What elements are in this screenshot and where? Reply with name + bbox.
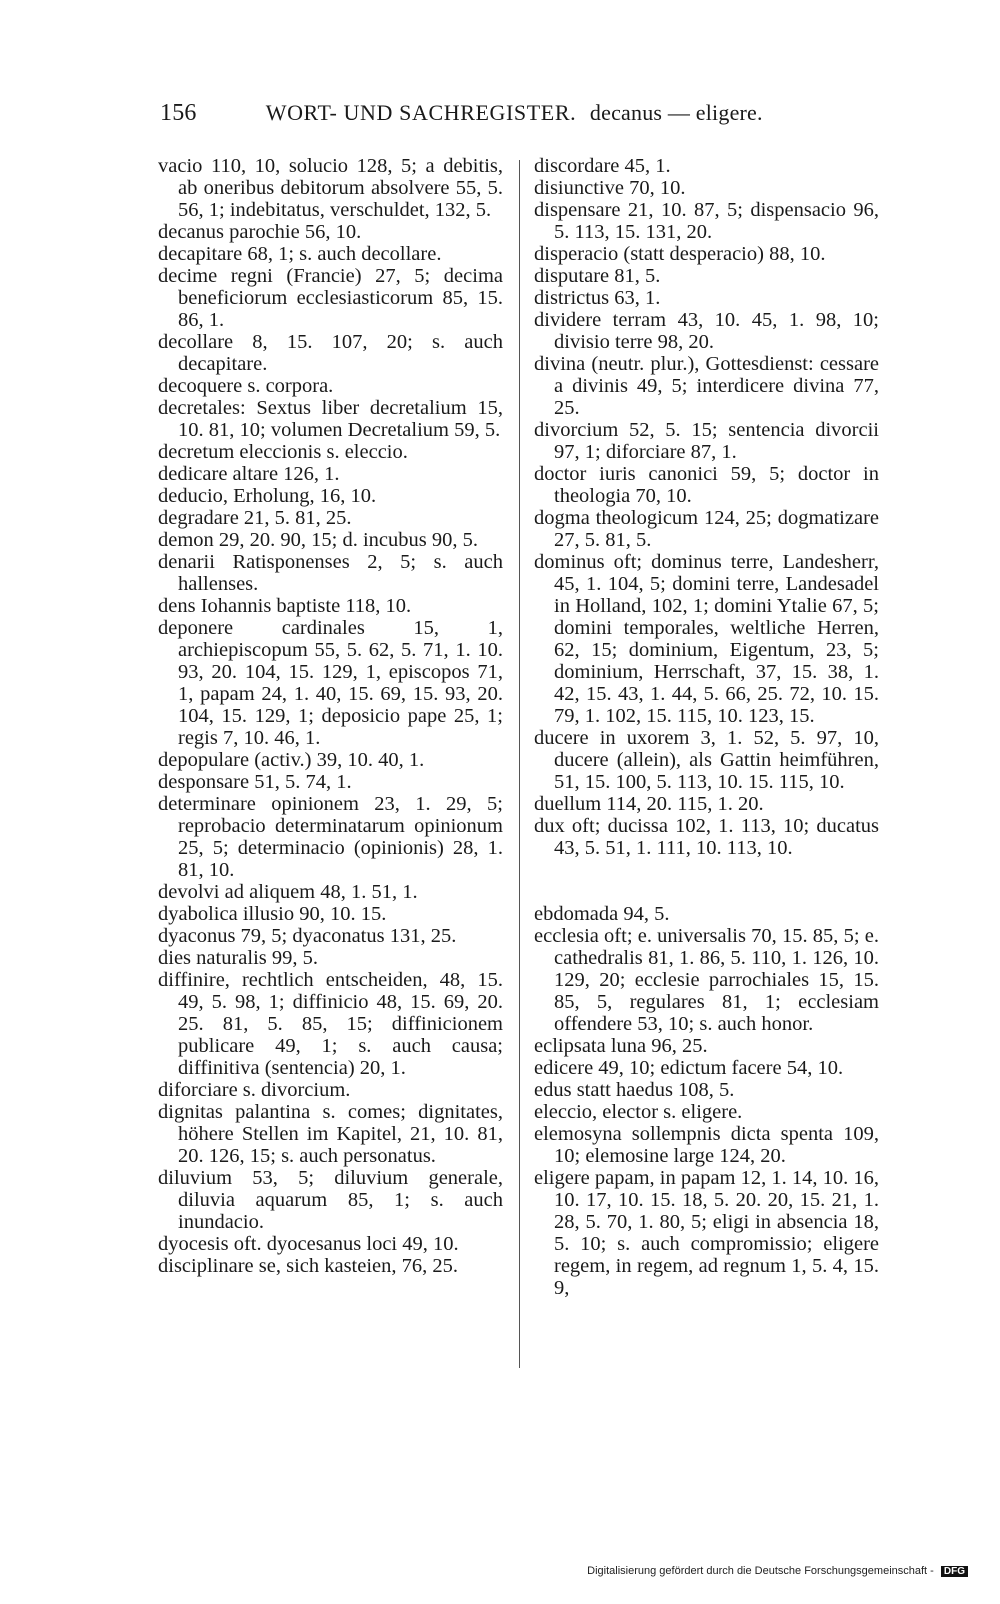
- page-number: 156: [160, 100, 197, 126]
- index-entry: disperacio (statt desperacio) 88, 10.: [534, 243, 826, 265]
- right-column: [534, 155, 879, 1299]
- index-entry: eclipsata luna 96, 25.: [534, 1035, 708, 1057]
- index-entry: determinare opinionem 23, 1. 29, 5; reprobacio determinatarum opinionum 25, 5; determinacio (opinionis) 28, 1. 81, 10.: [158, 793, 503, 881]
- index-entry: decretales: Sextus liber decretalium 15, 10. 81, 10; volumen Decretalium 59, 5.: [158, 397, 503, 441]
- index-entry: divorcium 52, 5. 15; sentencia divorcii 97, 1; diforciare 87, 1.: [534, 419, 879, 463]
- index-entry: denarii Ratisponenses 2, 5; s. auch hallenses.: [158, 551, 503, 595]
- index-entry: diluvium 53, 5; diluvium generale, diluvia aquarum 85, 1; s. auch inundacio.: [158, 1167, 503, 1233]
- index-entry: decapitare 68, 1; s. auch decollare.: [158, 243, 442, 265]
- index-entry: devolvi ad aliquem 48, 1. 51, 1.: [158, 881, 418, 903]
- index-entry: edicere 49, 10; edictum facere 54, 10.: [534, 1057, 844, 1079]
- index-entry: ducere in uxorem 3, 1. 52, 5. 97, 10, ducere (allein), als Gattin heimführen, 51, 15. 100, 5. 113, 10. 15. 115, 10.: [534, 727, 879, 793]
- index-entry: desponsare 51, 5. 74, 1.: [158, 771, 352, 793]
- index-entry: deducio, Erholung, 16, 10.: [158, 485, 377, 507]
- index-entry: doctor iuris canonici 59, 5; doctor in theologia 70, 10.: [534, 463, 879, 507]
- index-entry: decretum eleccionis s. eleccio.: [158, 441, 408, 463]
- index-entry: districtus 63, 1.: [534, 287, 661, 309]
- left-column: [158, 155, 503, 1277]
- index-entry: diforciare s. divorcium.: [158, 1079, 351, 1101]
- index-entry: dies naturalis 99, 5.: [158, 947, 318, 969]
- index-entry: dens Iohannis baptiste 118, 10.: [158, 595, 412, 617]
- index-entry: dispensare 21, 10. 87, 5; dispensacio 96, 5. 113, 15. 131, 20.: [534, 199, 879, 243]
- index-entry: edus statt haedus 108, 5.: [534, 1079, 735, 1101]
- index-entry: decollare 8, 15. 107, 20; s. auch decapitare.: [158, 331, 503, 375]
- index-entry: decime regni (Francie) 27, 5; decima beneficiorum ecclesiasticorum 85, 15. 86, 1.: [158, 265, 503, 331]
- footer-text: Digitalisierung gefördert durch die Deutsche Forschungsgemeinschaft -: [587, 1565, 934, 1577]
- index-entry: demon 29, 20. 90, 15; d. incubus 90, 5.: [158, 529, 479, 551]
- index-entry: ebdomada 94, 5.: [534, 903, 670, 925]
- column-divider: [519, 160, 520, 1368]
- index-entry: discordare 45, 1.: [534, 155, 671, 177]
- index-entry: dominus oft; dominus terre, Landesherr, 45, 1. 104, 5; domini terre, Landesadel in Holland, 102, 1; domini Ytalie 67, 5; domini temporales, weltliche Herren, 62, 15; dominium, Eigentum, 23, 5; dominium, Herrschaft, 37, 15. 38, 1. 42, 15. 43, 1. 44, 5. 66, 25. 72, 10. 15. 79, 1. 102, 15. 115, 10. 123, 15.: [534, 551, 879, 727]
- index-entry: dedicare altare 126, 1.: [158, 463, 340, 485]
- running-head: [160, 100, 810, 127]
- index-entry: diffinire, rechtlich entscheiden, 48, 15. 49, 5. 98, 1; diffinicio 48, 15. 69, 20. 25. 81, 5. 85, 15; diffinicionem publicare 49, 1; s. auch causa; diffinitiva (sentencia) 20, 1.: [158, 969, 503, 1079]
- index-entry: depopulare (activ.) 39, 10. 40, 1.: [158, 749, 425, 771]
- right-column-d-entries: [534, 155, 879, 859]
- index-entry: disciplinare se, sich kasteien, 76, 25.: [158, 1255, 459, 1277]
- index-entry: deponere cardinales 15, 1, archiepiscopum 55, 5. 62, 5. 71, 1. 10. 93, 20. 104, 15. 129, 1, episcopos 71, 1, papam 24, 1. 40, 15. 69, 15. 93, 20. 104, 15. 129, 1; deposicio pape 25, 1; regis 7, 10. 46, 1.: [158, 617, 503, 749]
- index-entry: eligere papam, in papam 12, 1. 14, 10. 16, 10. 17, 10. 15. 18, 5. 20. 20, 15. 21, 1. 28, 5. 70, 1. 80, 5; eligi in absencia 18, 5. 10; s. auch compromissio; eligere regem, in regem, ad regnum 1, 5. 4, 15. 9,: [534, 1167, 879, 1299]
- index-entry: dividere terram 43, 10. 45, 1. 98, 10; divisio terre 98, 20.: [534, 309, 879, 353]
- index-entry: dyocesis oft. dyocesanus loci 49, 10.: [158, 1233, 459, 1255]
- index-entry: divina (neutr. plur.), Gottesdienst: cessare a divinis 49, 5; interdicere divina 77, 25.: [534, 353, 879, 419]
- index-entry: decanus parochie 56, 10.: [158, 221, 362, 243]
- index-entry: disiunctive 70, 10.: [534, 177, 686, 199]
- index-entry: duellum 114, 20. 115, 1. 20.: [534, 793, 764, 815]
- index-entry: decoquere s. corpora.: [158, 375, 334, 397]
- index-entry: dignitas palantina s. comes; dignitates, höhere Stellen im Kapitel, 21, 10. 81, 20. 126, 15; s. auch personatus.: [158, 1101, 503, 1167]
- index-entry: elemosyna sollempnis dicta spenta 109, 10; elemosine large 124, 20.: [534, 1123, 879, 1167]
- index-entry: vacio 110, 10, solucio 128, 5; a debitis, ab oneribus debitorum absolvere 55, 5. 56, 1; indebitatus, verschuldet, 132, 5.: [158, 155, 503, 221]
- section-gap: [534, 859, 879, 903]
- index-entry: dyaconus 79, 5; dyaconatus 131, 25.: [158, 925, 457, 947]
- index-entry: dyabolica illusio 90, 10. 15.: [158, 903, 387, 925]
- index-entry: eleccio, elector s. eligere.: [534, 1101, 743, 1123]
- page-title: WORT- UND SACHREGISTER.: [265, 100, 577, 125]
- index-entry: dogma theologicum 124, 25; dogmatizare 27, 5. 81, 5.: [534, 507, 879, 551]
- right-column-e-entries: [534, 903, 879, 1299]
- index-entry: degradare 21, 5. 81, 25.: [158, 507, 352, 529]
- index-entry: dux oft; ducissa 102, 1. 113, 10; ducatus 43, 5. 51, 1. 111, 10. 113, 10.: [534, 815, 879, 859]
- entry-range: decanus — eligere.: [589, 100, 763, 125]
- digitization-footer: [587, 1565, 968, 1577]
- index-entry: disputare 81, 5.: [534, 265, 661, 287]
- index-entry: ecclesia oft; e. universalis 70, 15. 85, 5; e. cathedralis 81, 1. 86, 5. 110, 1. 126, 10. 129, 20; ecclesie parrochiales 15, 15. 85, 5, regulares 81, 1; ecclesiam offendere 53, 10; s. auch honor.: [534, 925, 879, 1035]
- dfg-logo: DFG: [941, 1566, 968, 1577]
